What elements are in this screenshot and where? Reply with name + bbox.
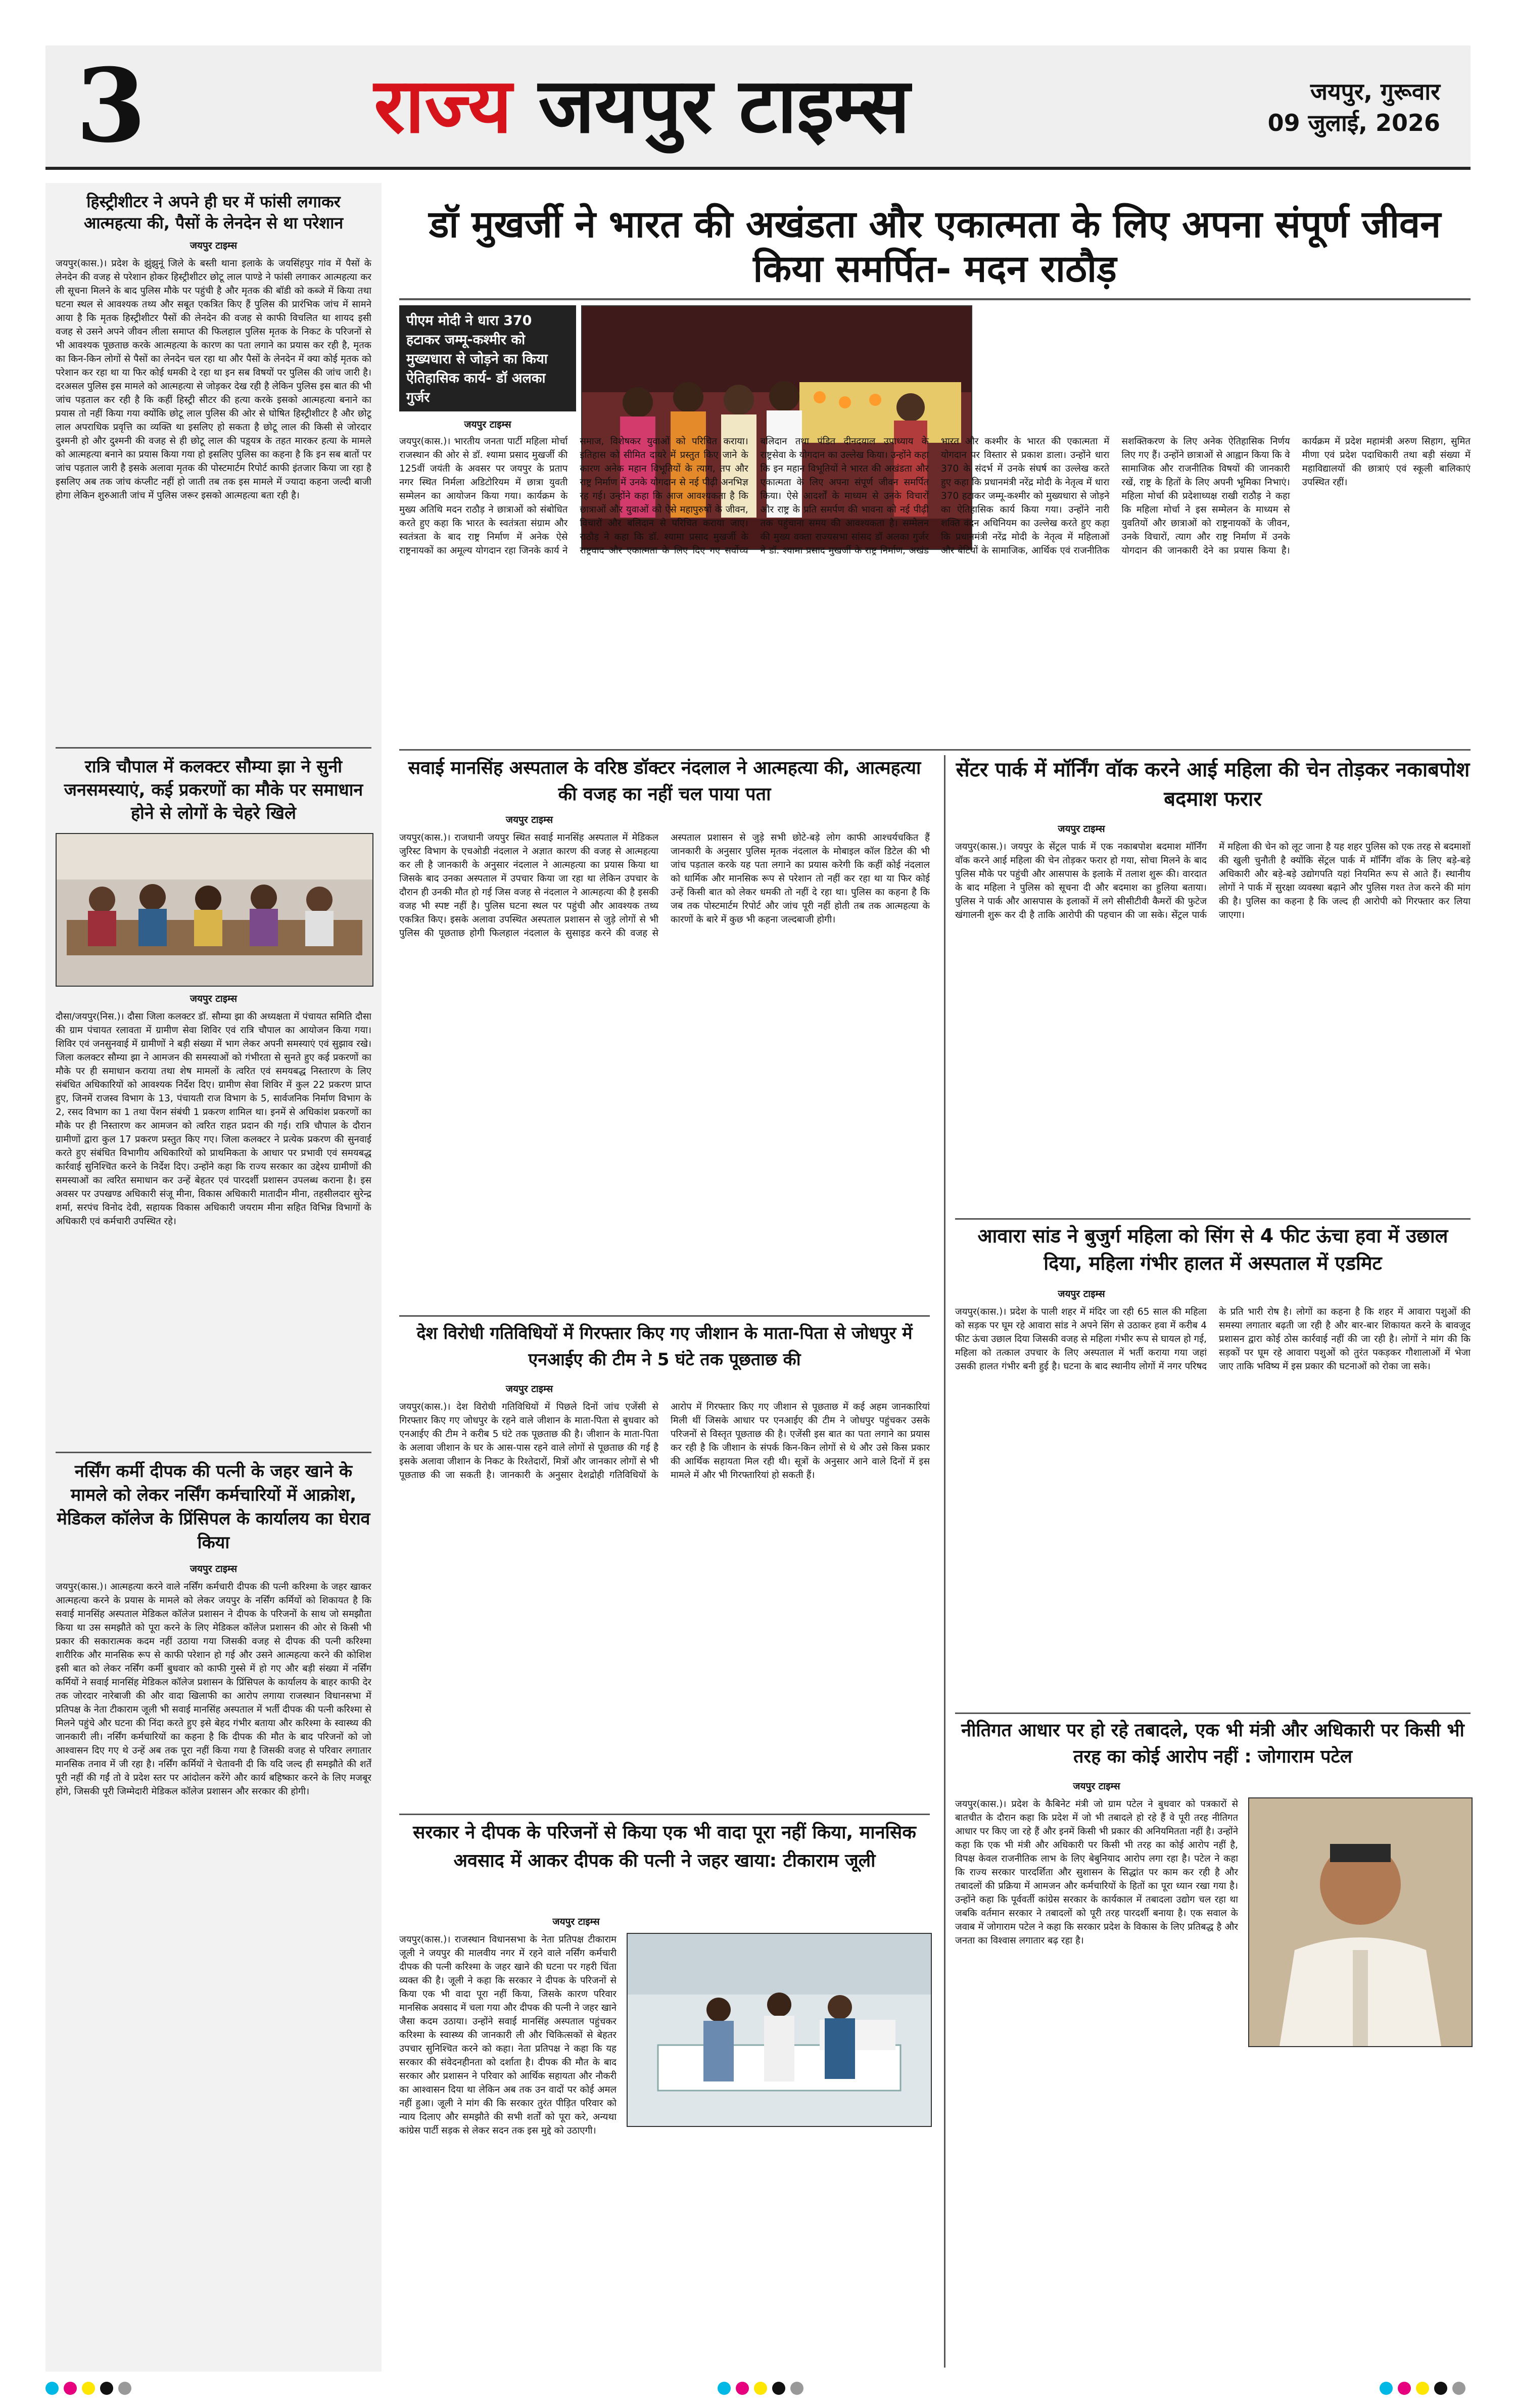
right-story-3-body: जयपुर(कास.)। प्रदेश के कैबिनेट मंत्री जो ग्राम पटेल ने बुधवार को पत्रकारों से बातचीत के दौरान कहा कि प्रदेश में जो भी तबादले हो रहे हैं वे पूरी तरह नीतिगत आधार पर किए जा रहे हैं और इनमें किसी भी प्रकार की अनियमितता नहीं है। उन्होंने कहा कि एक भी मंत्री और अधिकारी पर किसी भी तरह का कोई आरोप नहीं है, विपक्ष केवल राजनीतिक लाभ के लिए बेबुनियाद आरोप लगा रहा है। पटेल ने कहा कि राज्य सरकार पारदर्शिता और सुशासन के सिद्धांत पर काम कर रही है और तबादलों की प्रक्रिया में आमजन और कर्मचारियों के हितों का पूरा ध्यान रखा गया है। उन्होंने कहा कि पूर्ववर्ती कांग्रेस सरकार के कार्यकाल में तबादला उद्योग चल रहा था जबकि वर्तमान सरकार ने तबादलों को पूरी तरह पारदर्शी बनाया है। एक सवाल के जवाब में जोगाराम पटेल ने कहा कि सरकार प्रदेश के विकास के लिए प्रतिबद्ध है और जनता का विश्वास लगातार बढ़ रहा है। [955, 1799, 1238, 1946]
middle-story-2-body: जयपुर(कास.)। देश विरोधी गतिविधियों में पिछले दिनों जांच एजेंसी से गिरफ्तार किए गए जोधपुर के रहने वाले जीशान के माता-पिता से बुधवार को एनआईए की टीम ने करीब 5 घंटे तक पूछताछ की है। जीशान के माता-पिता के अलावा जीशान के घर के आस-पास रहने वाले लोगों से पूछताछ की गई है इसके अलावा जीशान के निकट के रिश्तेदारों, मित्रों और जानकार लोगों से भी पूछताछ की जा सकती है। जानकारी के अनुसार देशद्रोही गतिविधियों के आरोप में गिरफ्तार किए गए जीशान से पूछताछ में कई अहम जानकारियां मिली थीं जिसके आधार पर एनआईए की टीम ने जोधपुर पहुंचकर उसके परिजनों से विस्तृत पूछताछ की है। एजेंसी इस बात का पता लगाने का प्रयास कर रही है कि जीशान के संपर्क किन-किन लोगों से थे और उसे किस प्रकार की आर्थिक सहायता मिल रही थी। सूत्रों के अनुसार आने वाले दिनों में इस मामले में और भी गिरफ्तारियां हो सकती हैं। [399, 1402, 930, 1480]
paper-name: जयपुर टाइम्स [538, 62, 910, 150]
left-story-1-byline: जयपुर टाइम्स [190, 240, 238, 251]
right-story-3-headline: नीतिगत आधार पर हो रहे तबादले, एक भी मंत्री और अधिकारी पर किसी भी तरह का कोई आरोप नहीं : जोगाराम पटेल [961, 1720, 1464, 1767]
right-story-1-byline: जयपुर टाइम्स [1058, 823, 1105, 835]
dateline-place: जयपुर, गुरूवार [1310, 78, 1440, 105]
page-number: 3 [76, 47, 147, 165]
left-story-2-headline: रात्रि चौपाल में कलक्टर सौम्या झा ने सुनी जनसमस्याएं, कई प्रकरणों का मौके पर समाधान होने से लोगों के चेहरे खिले [64, 757, 363, 823]
middle-story-3-headline: सरकार ने दीपक के परिजनों से किया एक भी वादा पूरा नहीं किया, मानसिक अवसाद में आकर दीपक की पत्नी ने जहर खाया: टीकाराम जूली [413, 1822, 916, 1871]
lead-byline: जयपुर टाइम्स [464, 419, 511, 430]
divider [399, 1814, 930, 1815]
right-story-1-headline: सेंटर पार्क में मॉर्निंग वॉक करने आई महिला की चेन तोड़कर नकाबपोश बदमाश फरार [956, 758, 1470, 811]
dateline-date: 09 जुलाई, 2026 [1267, 109, 1440, 136]
column-divider [944, 755, 945, 2368]
lead-body: जयपुर(कास.)। भारतीय जनता पार्टी महिला मोर्चा राजस्थान की ओर से डॉ. श्यामा प्रसाद मुखर्जी की 125वीं जयंती के अवसर पर जयपुर के प्रताप नगर स्थित निर्मला अडिटोरियम में छात्रा युवती सम्मेलन का आयोजन किया गया। कार्यक्रम के मुख्य अतिथि मदन राठौड़ ने छात्राओं को संबोधित करते हुए कहा कि भारत के स्वतंत्रता संग्राम और स्वतंत्रता के बाद राष्ट्र निर्माण में अनेक ऐसे राष्ट्रनायकों का अमूल्य योगदान रहा जिनके कार्य ने समाज, विशेषकर युवाओं को परिचित कराया। इतिहास को सीमित दायरे में प्रस्तुत किए जाने के कारण अनेक महान विभूतियों के त्याग, तप और राष्ट्र निर्माण में उनके योगदान से नई पीढ़ी अनभिज्ञ रह गई। उन्होंने कहा कि आज आवश्यकता है कि छात्राओं और युवाओं को ऐसे महापुरुषों के जीवन, विचारों और बलिदान से परिचित कराया जाए। राठौड़ ने कहा कि डॉ. श्यामा प्रसाद मुखर्जी के राष्ट्रवाद और एकात्मता के लिए दिए गए सर्वोच्च बलिदान तथा पंडित दीनदयाल उपाध्याय के राष्ट्रसेवा के योगदान का उल्लेख किया। उन्होंने कहा कि इन महान विभूतियों ने भारत की अखंडता और एकात्मता के लिए अपना संपूर्ण जीवन समर्पित किया। ऐसे आदर्शों के माध्यम से उनके विचारों और राष्ट्र के प्रति समर्पण की भावना को नई पीढ़ी तक पहुंचाना समय की आवश्यकता है। सम्मेलन की मुख्य वक्ता राज्यसभा सांसद डॉ अलका गुर्जर ने डॉ. श्यामा प्रसाद मुखर्जी के राष्ट्र निर्माण, अखंड भारत और कश्मीर के भारत की एकात्मता में योगदान पर विस्तार से प्रकाश डाला। उन्होंने धारा 370 के संदर्भ में उनके संघर्ष का उल्लेख करते हुए कहा कि प्रधानमंत्री नरेंद्र मोदी के नेतृत्व में धारा 370 हटाकर जम्मू-कश्मीर को मुख्यधारा से जोड़ने का ऐतिहासिक कार्य किया गया। उन्होंने नारी शक्ति वंदन अधिनियम का उल्लेख करते हुए कहा कि प्रधानमंत्री नरेंद्र मोदी के नेतृत्व में महिलाओं और बेटियों के सामाजिक, आर्थिक एवं राजनीतिक सशक्तिकरण के लिए अनेक ऐतिहासिक निर्णय लिए गए हैं। उन्होंने छात्राओं से आह्वान किया कि वे सामाजिक और राजनीतिक विषयों की जानकारी रखें, राष्ट्र के हितों के लिए अपनी भूमिका निभाएं। महिला मोर्चा की प्रदेशाध्यक्ष राखी राठौड़ ने कहा कि महिला मोर्चा ने इस सम्मेलन के माध्यम से युवतियों और छात्राओं को राष्ट्रनायकों के जीवन, उनके विचारों, त्याग और राष्ट्र निर्माण में उनके योगदान की जानकारी देने का प्रयास किया है। कार्यक्रम में प्रदेश महामंत्री अरुण सिहाग, सुमित मीणा एवं प्रदेश पदाधिकारी तथा बड़ी संख्या में महाविद्यालयों की छात्राएं एवं स्कूली बालिकाएं उपस्थित रहीं। [399, 436, 1471, 556]
divider [56, 1452, 371, 1453]
left-story-3-headline: नर्सिंग कर्मी दीपक की पत्नी के जहर खाने के मामले को लेकर नर्सिंग कर्मचारियों में आक्रोश, मेडिकल कॉलेज के प्रिंसिपल के कार्यालय का घेराव किया [57, 1461, 370, 1553]
right-story-1-body: जयपुर(कास.)। जयपुर के सेंट्रल पार्क में एक नकाबपोश बदमाश मॉर्निंग वॉक करने आई महिला की चेन तोड़कर फरार हो गया, सोचा मिलने के बाद पुलिस मौके पर पहुंची और आसपास के इलाके में तलाश शुरू की। वारदात के बाद महिला ने पुलिस को सूचना दी और बदमाश का हुलिया बताया। पुलिस ने पार्क और आसपास के इलाकों में लगे सीसीटीवी कैमरों की फुटेज खंगालनी शुरू कर दी है ताकि आरोपी की पहचान की जा सके। सेंट्रल पार्क में महिला की चेन को लूट जाना है यह शहर पुलिस को एक तरह से बदमाशों की खुली चुनौती है क्योंकि सेंट्रल पार्क में मॉर्निंग वॉक के लिए बड़े-बड़े अधिकारी और बड़े-बड़े उद्योगपति यहां नियमित रूप से आते हैं। स्थानीय लोगों ने पार्क में सुरक्षा व्यवस्था बढ़ाने और पुलिस गश्त तेज करने की मांग की है। पुलिस का कहना है कि जल्द ही आरोपी को गिरफ्तार कर लिया जाएगा। [955, 842, 1471, 920]
divider [955, 1712, 1471, 1714]
left-story-3-byline: जयपुर टाइम्स [190, 1563, 238, 1575]
lead-subheadline: पीएम मोदी ने धारा 370 हटाकर जम्मू-कश्मीर को मुख्यधारा से जोड़ने का किया ऐतिहासिक कार्य- डॉ अलका गुर्जर [406, 313, 548, 405]
right-story-2-byline: जयपुर टाइम्स [1058, 1288, 1105, 1300]
divider [56, 747, 371, 749]
middle-story-1-byline: जयपुर टाइम्स [505, 814, 553, 825]
divider [399, 1315, 930, 1317]
right-story-3-byline: जयपुर टाइम्स [1073, 1781, 1120, 1792]
divider [399, 298, 1471, 300]
paper-title [374, 58, 910, 154]
masthead [45, 45, 1471, 170]
registration-marks-center [718, 2382, 803, 2395]
registration-marks-left [45, 2382, 131, 2395]
section-name: राज्य [374, 62, 512, 150]
lead-subheadline-box [399, 305, 576, 411]
middle-story-3-byline: जयपुर टाइम्स [552, 1916, 600, 1927]
divider [955, 1218, 1471, 1220]
middle-story-1-headline: सवाई मानसिंह अस्पताल के वरिष्ठ डॉक्टर नंदलाल ने आत्महत्या की, आत्महत्या की वजह का नहीं चल पाया पता [408, 758, 921, 805]
left-story-2-body: दौसा/जयपुर(निस.)। दौसा जिला कलक्टर डॉ. सौम्या झा की अध्यक्षता में पंचायत समिति दौसा की ग्राम पंचायत रलावता में ग्रामीण सेवा शिविर एवं रात्रि चौपाल का आयोजन किया गया। शिविर एवं जनसुनवाई में ग्रामीणों ने बड़ी संख्या में भाग लेकर अपनी समस्याएं एवं सुझाव रखे। जिला कलक्टर सौम्या झा ने आमजन की समस्याओं को गंभीरता से सुनते हुए कई प्रकरणों का मौके पर ही समाधान कराया तथा शेष मामलों के त्वरित एवं समयबद्ध निस्तारण के लिए संबंधित अधिकारियों को आवश्यक निर्देश दिए। ग्रामीण सेवा शिविर में कुल 22 प्रकरण प्राप्त हुए, जिनमें राजस्व विभाग के 13, पंचायती राज विभाग के 5, सार्वजनिक निर्माण विभाग के 2, रसद विभाग का 1 तथा पेंशन संबंधी 1 प्रकरण शामिल था। इनमें से अधिकांश प्रकरणों का मौके पर ही निस्तारण कर आमजन को त्वरित राहत प्रदान की गई। रात्रि चौपाल के दौरान ग्रामीणों द्वारा कुल 17 प्रकरण प्रस्तुत किए गए। जिला कलक्टर ने प्रत्येक प्रकरण की सुनवाई करते हुए संबंधित विभागीय अधिकारियों को प्राथमिकता के आधार पर प्रभावी एवं समयबद्ध कार्रवाई सुनिश्चित करने के निर्देश दिए। उन्होंने कहा कि राज्य सरकार का उद्देश्य ग्रामीणों की समस्याओं का त्वरित समाधान कर उन्हें बेहतर एवं पारदर्शी प्रशासन उपलब्ध कराना है। इस अवसर पर उपखण्ड अधिकारी संजू मीना, विकास अधिकारी मातादीन मीना, तहसीलदार सुरेन्द्र शर्मा, सरपंच विनोद देवी, सहायक विकास अधिकारी जयराम मीना सहित विभिन्न विभागों के अधिकारी एवं कर्मचारी उपस्थित रहे। [56, 1011, 371, 1227]
left-story-3-body: जयपुर(कास.)। आत्महत्या करने वाले नर्सिंग कर्मचारी दीपक की पत्नी करिश्मा के जहर खाकर आत्महत्या करने के प्रयास के मामले को लेकर जयपुर के नर्सिंग कर्मियों को शिकायत है कि सवाई मानसिंह अस्पताल मेडिकल कॉलेज प्रशासन ने दीपक के परिजनों के साथ जो समझौता किया था उस समझौते को पूरा करने के लिए मेडिकल कॉलेज प्रशासन की ओर से किसी भी प्रकार की सकारात्मक कदम नहीं उठाया गया जिसकी वजह से दीपक की पत्नी करिश्मा शारीरिक और मानसिक रूप से काफी परेशान हो गई और उसने आत्महत्या करने की कोशिश इसी बात को लेकर नर्सिंग कर्मी बुधवार को काफी गुस्से में हो गए और बड़ी संख्या में नर्सिंग कर्मियों ने सवाई मानसिंह मेडिकल कॉलेज प्रशासन के प्रिंसिपल के कार्यालय के बाहर काफी देर तक जोरदार नारेबाजी की और वादा खिलाफी का आरोप लगाया राजस्थान विधानसभा में प्रतिपक्ष के नेता टीकाराम जूली भी सवाई मानसिंह अस्पताल में भर्ती दीपक की पत्नी करिश्मा से मिलने पहुंचे और घटना की निंदा करते हुए इसे बेहद गंभीर बताया और करिश्मा के स्वास्थ्य की जानकारी ली। नर्सिंग कर्मचारियों का कहना है कि दीपक की मौत के बाद परिजनों को जो आश्वासन दिए गए थे उन्हें अब तक पूरा नहीं किया गया है जिसकी वजह से परिवार लगातार मानसिक तनाव में जी रहा है। नर्सिंग कर्मियों ने चेतावनी दी कि यदि जल्द ही समझौते की शर्तें पूरी नहीं की गईं तो वे प्रदेश स्तर पर आंदोलन करेंगे और कार्य बहिष्कार करने के लिए मजबूर होंगे, जिसकी पूरी जिम्मेदारी मेडिकल कॉलेज प्रशासन और सरकार की होगी। [56, 1582, 371, 1797]
right-story-2-body: जयपुर(कास.)। प्रदेश के पाली शहर में मंदिर जा रही 65 साल की महिला को सड़क पर घूम रहे आवारा सांड ने अपने सिंग से उठाकर हवा में करीब 4 फीट ऊंचा उछाल दिया जिसकी वजह से महिला गंभीर रूप से घायल हो गई, महिला को तत्काल उपचार के लिए अस्पताल में भर्ती कराया गया जहां उसकी हालत गंभीर बनी हुई है। घटना के बाद स्थानीय लोगों में नगर परिषद के प्रति भारी रोष है। लोगों का कहना है कि शहर में आवारा पशुओं की समस्या लगातार बढ़ती जा रही है और बार-बार शिकायत करने के बावजूद प्रशासन द्वारा कोई ठोस कार्रवाई नहीं की जा रही है। लोगों ने मांग की कि सड़कों पर घूम रहे आवारा पशुओं को तुरंत पकड़कर गौशालाओं में भेजा जाए ताकि भविष्य में इस प्रकार की घटनाओं को रोका जा सके। [955, 1307, 1471, 1372]
middle-story-1-body: जयपुर(कास.)। राजधानी जयपुर स्थित सवाई मानसिंह अस्पताल में मेडिकल जुरिस्ट विभाग के एचओडी नंदलाल ने अज्ञात कारण की वजह से आत्महत्या कर ली है जानकारी के अनुसार नंदलाल ने आत्महत्या का प्रयास किया था जिसके बाद उनका अस्पताल में उपचार किया जा रहा था लेकिन उपचार के दौरान ही उनकी मौत हो गई जिस वजह से नंदलाल ने आत्महत्या की है इसकी वजह भी स्पष्ट नहीं है। पुलिस घटना स्थल पर पहुंची और आवश्यक तथ्य एकत्रित किए। इसके अलावा उपस्थित अस्पताल प्रशासन से जुड़े लोगों से भी पुलिस की पूछताछ होगी फिलहाल नंदलाल के सुसाइड करने की वजह से अस्पताल प्रशासन से जुड़े सभी छोटे-बड़े लोग काफी आश्चर्यचकित हैं जानकारी के अनुसार पुलिस मृतक नंदलाल के मोबाइल कॉल डिटेल की भी जांच पड़ताल करके यह पता लगाने का प्रयास करेगी कि कहीं कोई नंदलाल को धार्मिक और मानसिक रूप से परेशान तो नहीं कर रहा था या फिर कोई उन्हें किसी बात को लेकर धमकी तो नहीं दे रहा था। पुलिस का कहना है कि जब तक पोस्टमार्टम रिपोर्ट और जांच पूरी नहीं होती तब तक आत्महत्या के कारणों के बारे में कुछ भी कहना जल्दबाजी होगी। [399, 832, 930, 939]
divider [399, 749, 1471, 751]
left-story-1-body: जयपुर(कास.)। प्रदेश के झुंझुनूं जिले के बस्ती थाना इलाके के जयसिंहपुर गांव में पैसों के लेनदेन की वजह से परेशान होकर हिस्ट्रीशीटर छोटू लाल पाण्डे ने फांसी लगाकर आत्महत्या कर ली सूचना मिलने के बाद पुलिस मौके पर पहुंची है और मृतक की बॉडी को कब्जे में किया तथा घटना स्थल से आवश्यक तथ्य और सबूत एकत्रित किए हैं पुलिस की प्रारंभिक जांच में सामने आया है कि मृतक हिस्ट्रीशीटर पैसों की लेनदेन की वजह से काफी विचलित था शायद इसी वजह से उसने अपने जीवन लीला समाप्त की फिलहाल पुलिस मृतक के निकट के परिजनों से भी आवश्यक पूछताछ करके आत्महत्या के कारण का पता लगाने का प्रयास कर रही है, मृतक का किन-किन लोगों से पैसों का लेनदेन चल रहा था और पैसों के लेनदेन में क्या कोई मृतक को परेशान कर रहा था या फिर कोई धमकी दे रहा था इन सब विषयों पर पुलिस की जांच जारी है। दरअसल पुलिस इस मामले को आत्महत्या से जोड़कर देख रही है लेकिन पुलिस इस बात की भी जांच पड़ताल कर रही है कि कहीं हिस्ट्री सीटर की हत्या करके इसको आत्महत्या बनाने का प्रयास तो नहीं किया गया क्योंकि छोटू लाल पुलिस की ओर से घोषित हिस्ट्रीशीटर है और छोटू लाल अपराधिक प्रवृत्ति का व्यक्ति था इसलिए हो सकता है छोटू लाल की किसी से जोरदार दुश्मनी हो और दुश्मनी की वजह से ही छोटू लाल की पड़्यत्र के तहत मारकर हत्या के मामले को आत्महत्या बनाने का प्रयास किया गया हो इसलिए पुलिस का कहना है कि इन सब बातों पर जांच पड़ताल जारी है इसके अलावा मृतक की पोस्टमार्टम रिपोर्ट काफी इंतजार किया जा रहा है इसलिए अब तक जांच कंप्लीट नहीं हो जाती तब तक इस मामले में ज्यादा कहना जल्दी बाजी होगा लेकिन शुरुआती जांच में पुलिस जरूर इसको आत्महत्या बता रही है। [56, 258, 371, 501]
minister-portrait [1248, 1797, 1473, 2047]
middle-story-2-byline: जयपुर टाइम्स [505, 1383, 553, 1395]
registration-marks-right [1380, 2382, 1465, 2395]
left-story-2-byline: जयपुर टाइम्स [190, 993, 238, 1004]
middle-story-3-body: जयपुर(कास.)। राजस्थान विधानसभा के नेता प्रतिपक्ष टीकाराम जूली ने जयपुर की मालवीय नगर में रहने वाले नर्सिंग कर्मचारी दीपक की पत्नी करिश्मा के जहर खाने की घटना पर गहरी चिंता व्यक्त की है। जूली ने कहा कि सरकार ने दीपक के परिजनों से किया एक भी वादा पूरा नहीं किया, जिसके कारण परिवार मानसिक अवसाद में चला गया और दीपक की पत्नी ने जहर खाने जैसा कदम उठाया। उन्होंने सवाई मानसिंह अस्पताल पहुंचकर करिश्मा के स्वास्थ्य की जानकारी ली और चिकित्सकों से बेहतर उपचार सुनिश्चित करने को कहा। नेता प्रतिपक्ष ने कहा कि यह सरकार की संवेदनहीनता को दर्शाता है। दीपक की मौत के बाद सरकार और प्रशासन ने परिवार को आर्थिक सहायता और नौकरी का आश्वासन दिया था लेकिन अब तक उन वादों पर कोई अमल नहीं हुआ। जूली ने मांग की कि सरकार तुरंत पीड़ित परिवार को न्याय दिलाए और समझौते की सभी शर्तों को पूरा करे, अन्यथा कांग्रेस पार्टी सड़क से लेकर सदन तक इस मुद्दे को उठाएगी। [399, 1934, 617, 2136]
middle-story-2-headline: देश विरोधी गतिविधियों में गिरफ्तार किए गए जीशान के माता-पिता से जोधपुर में एनआईए की टीम ने 5 घंटे तक पूछताछ की [416, 1323, 913, 1370]
right-story-2-headline: आवारा सांड ने बुजुर्ग महिला को सिंग से 4 फीट ऊंचा हवा में उछाल दिया, महिला गंभीर हालत में अस्पताल में एडमिट [977, 1225, 1448, 1274]
chaupal-photo [56, 833, 373, 987]
hospital-photo [627, 1933, 932, 2127]
lead-headline: डॉ मुखर्जी ने भारत की अखंडता और एकात्मता के लिए अपना संपूर्ण जीवन किया समर्पित- मदन राठौड़ [429, 203, 1441, 291]
dateline [1268, 76, 1440, 138]
left-story-1-headline: हिस्ट्रीशीटर ने अपने ही घर में फांसी लगाकर आत्महत्या की, पैसों के लेनदेन से था परेशान [83, 192, 344, 233]
